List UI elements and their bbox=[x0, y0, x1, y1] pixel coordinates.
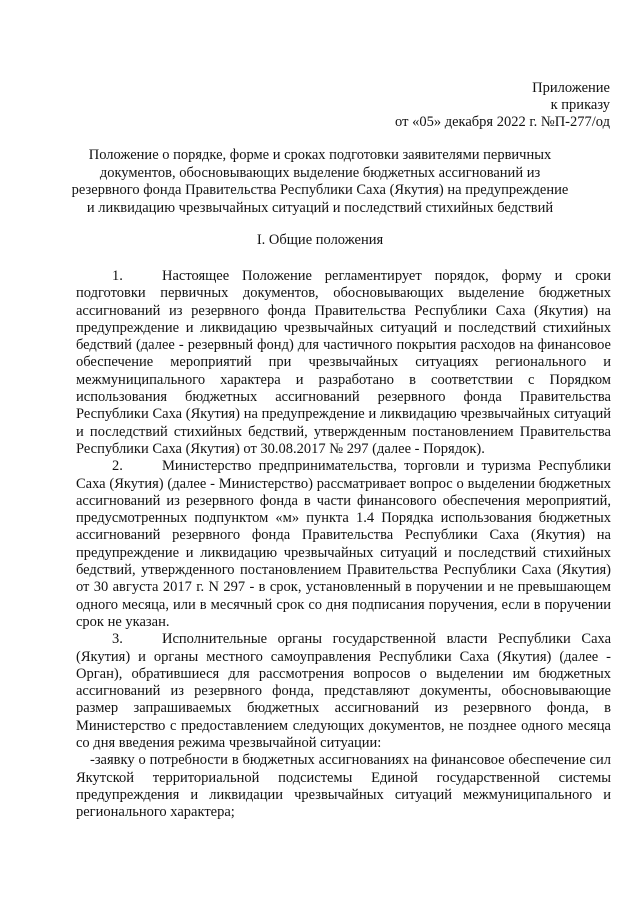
paragraph-number: 3. bbox=[112, 631, 123, 648]
document-title: Положение о порядке, форме и сроках подготовки заявителями первичных документов, обосновывающих выделение бюджетных ассигнований из резервного фонда Правительства Республики Саха (Якутия) на предупреждение и ликвидацию чрезвычайных ситуаций и последствий стихийных бедствий bbox=[71, 147, 569, 216]
appendix-order-ref: к приказу bbox=[550, 97, 610, 113]
appendix-label: Приложение bbox=[532, 80, 610, 96]
appendix-header bbox=[395, 80, 610, 131]
list-item: -заявку о потребности в бюджетных ассигнованиях на финансовое обеспечение сил Якутской территориальной подсистемы Единой государственной системы предупреждения и ликвидации чрезвычайных ситуаций межмуниципального и регионального характера; bbox=[76, 752, 611, 821]
paragraph-number: 2. bbox=[112, 458, 123, 475]
paragraph-text: Настоящее Положение регламентирует порядок, форму и сроки подготовки первичных документов, обосновывающих выделение бюджетных ассигнований из резервного фонда Правительства Республики Саха (Якутия) на предупреждение и ликвидацию чрезвычайных ситуаций и последствий стихийных бедствий (далее - резервный фонд) для частичного покрытия расходов на финансовое обеспечение мероприятий при чрезвычайных ситуациях регионального и межмуниципального характера и разработано в соответствии с Порядком использования бюджетных ассигнований резервного фонда Правительства Республики Саха (Якутия) на предупреждение и ликвидацию чрезвычайных ситуаций и последствий стихийных бедствий, утвержденным постановлением Правительства Республики Саха (Якутия) от 30.08.2017 № 297 (далее - Порядок). bbox=[76, 268, 611, 457]
paragraph-3 bbox=[76, 631, 611, 752]
paragraph-1 bbox=[76, 268, 611, 458]
section-heading: I. Общие положения bbox=[256, 232, 384, 248]
appendix-order-date: от «05» декабря 2022 г. №П-277/од bbox=[395, 114, 610, 130]
document-body bbox=[76, 268, 611, 822]
paragraph-text: Исполнительные органы государственной власти Республики Саха (Якутия) и органы местного самоуправления Республики Саха (Якутия) (далее - Орган), обратившиеся для рассмотрения вопросов о выделении им бюджетных ассигнований из резервного фонда, представляют документы, обосновывающие размер запрашиваемых бюджетных ассигнований из резервного фонда, в Министерство с предоставлением следующих документов, не позднее одного месяца со дня введения режима чрезвычайной ситуации: bbox=[76, 631, 611, 752]
paragraph-text: Министерство предпринимательства, торговли и туризма Республики Саха (Якутия) (далее - Министерство) рассматривает вопрос о выделении бюджетных ассигнований из резервного фонда в части финансового обеспечения мероприятий, предусмотренных подпунктом «м» пункта 1.4 Порядка использования бюджетных ассигнований резервного фонда Правительства Республики Саха (Якутия) на предупреждение и ликвидацию чрезвычайных ситуаций и последствий стихийных бедствий, утвержденного постановлением Правительства Республики Саха (Якутия) от 30 августа 2017 г. N 297 - в срок, установленный в поручении и не превышающем одного месяца, или в месячный срок со дня подписания поручения, если в поручении срок не указан. bbox=[76, 458, 611, 630]
paragraph-2 bbox=[76, 458, 611, 631]
paragraph-number: 1. bbox=[112, 268, 123, 284]
